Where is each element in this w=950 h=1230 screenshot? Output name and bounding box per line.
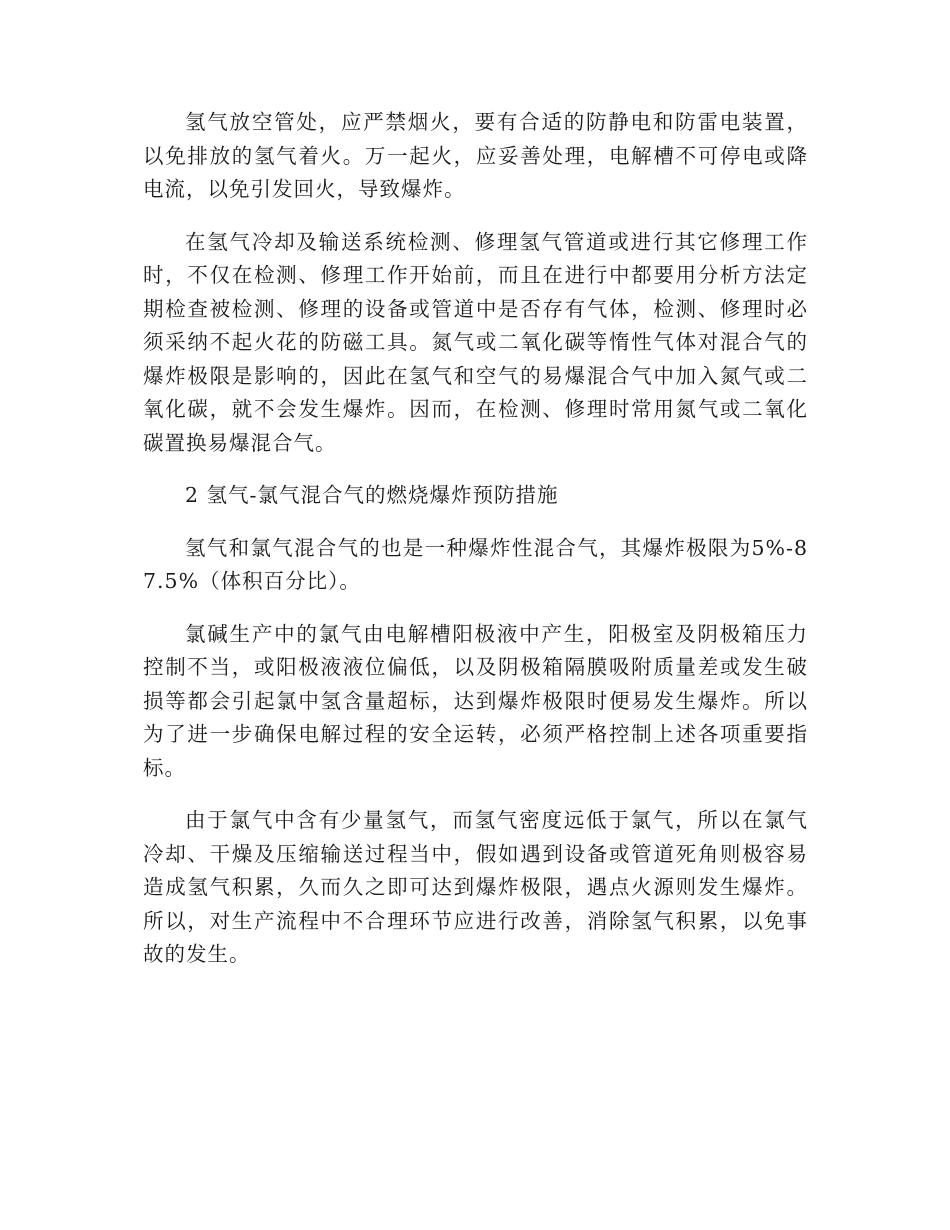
paragraph-chlorine-production: 氯碱生产中的氯气由电解槽阳极液中产生，阳极室及阴极箱压力控制不当，或阳极液液位偏低，以及阴极箱隔膜吸附质量差或发生破损等都会引起氯中氢含量超标，达到爆炸极限时便易发生爆炸。所以为了进一步确保电解过程的安全运转，必须严格控制上述各项重要指标。 xyxy=(143,621,808,780)
paragraph-explosion-limit: 氢气和氯气混合气的也是一种爆炸性混合气，其爆炸极限为5%-87.5%（体积百分比）。 xyxy=(143,535,808,593)
paragraph-maintenance-safety: 在氢气冷却及输送系统检测、修理氢气管道或进行其它修理工作时，不仅在检测、修理工作开始前，而且在进行中都要用分析方法定期检查被检测、修理的设备或管道中是否存有气体，检测、修理时必须采纳不起火花的防磁工具。氮气或二氧化碳等惰性气体对混合气的爆炸极限是影响的，因此在氢气和空气的易爆混合气中加入氮气或二氧化碳，就不会发生爆炸。因而，在检测、修理时常用氮气或二氧化碳置换易爆混合气。 xyxy=(143,229,808,455)
paragraph-hydrogen-vent: 氢气放空管处，应严禁烟火，要有合适的防静电和防雷电装置，以免排放的氢气着火。万一起火，应妥善处理，电解槽不可停电或降电流，以免引发回火，导致爆炸。 xyxy=(143,110,808,201)
paragraph-hydrogen-accumulation: 由于氯气中含有少量氢气，而氢气密度远低于氯气，所以在氯气冷却、干燥及压缩输送过程当中，假如遇到设备或管道死角则极容易造成氢气积累，久而久之即可达到爆炸极限，遇点火源则发生爆炸。所以，对生产流程中不合理环节应进行改善，消除氢气积累，以免事故的发生。 xyxy=(143,808,808,966)
section-heading-2: 2 氢气-氯气混合气的燃烧爆炸预防措施 xyxy=(185,483,559,507)
document-page xyxy=(143,106,808,991)
